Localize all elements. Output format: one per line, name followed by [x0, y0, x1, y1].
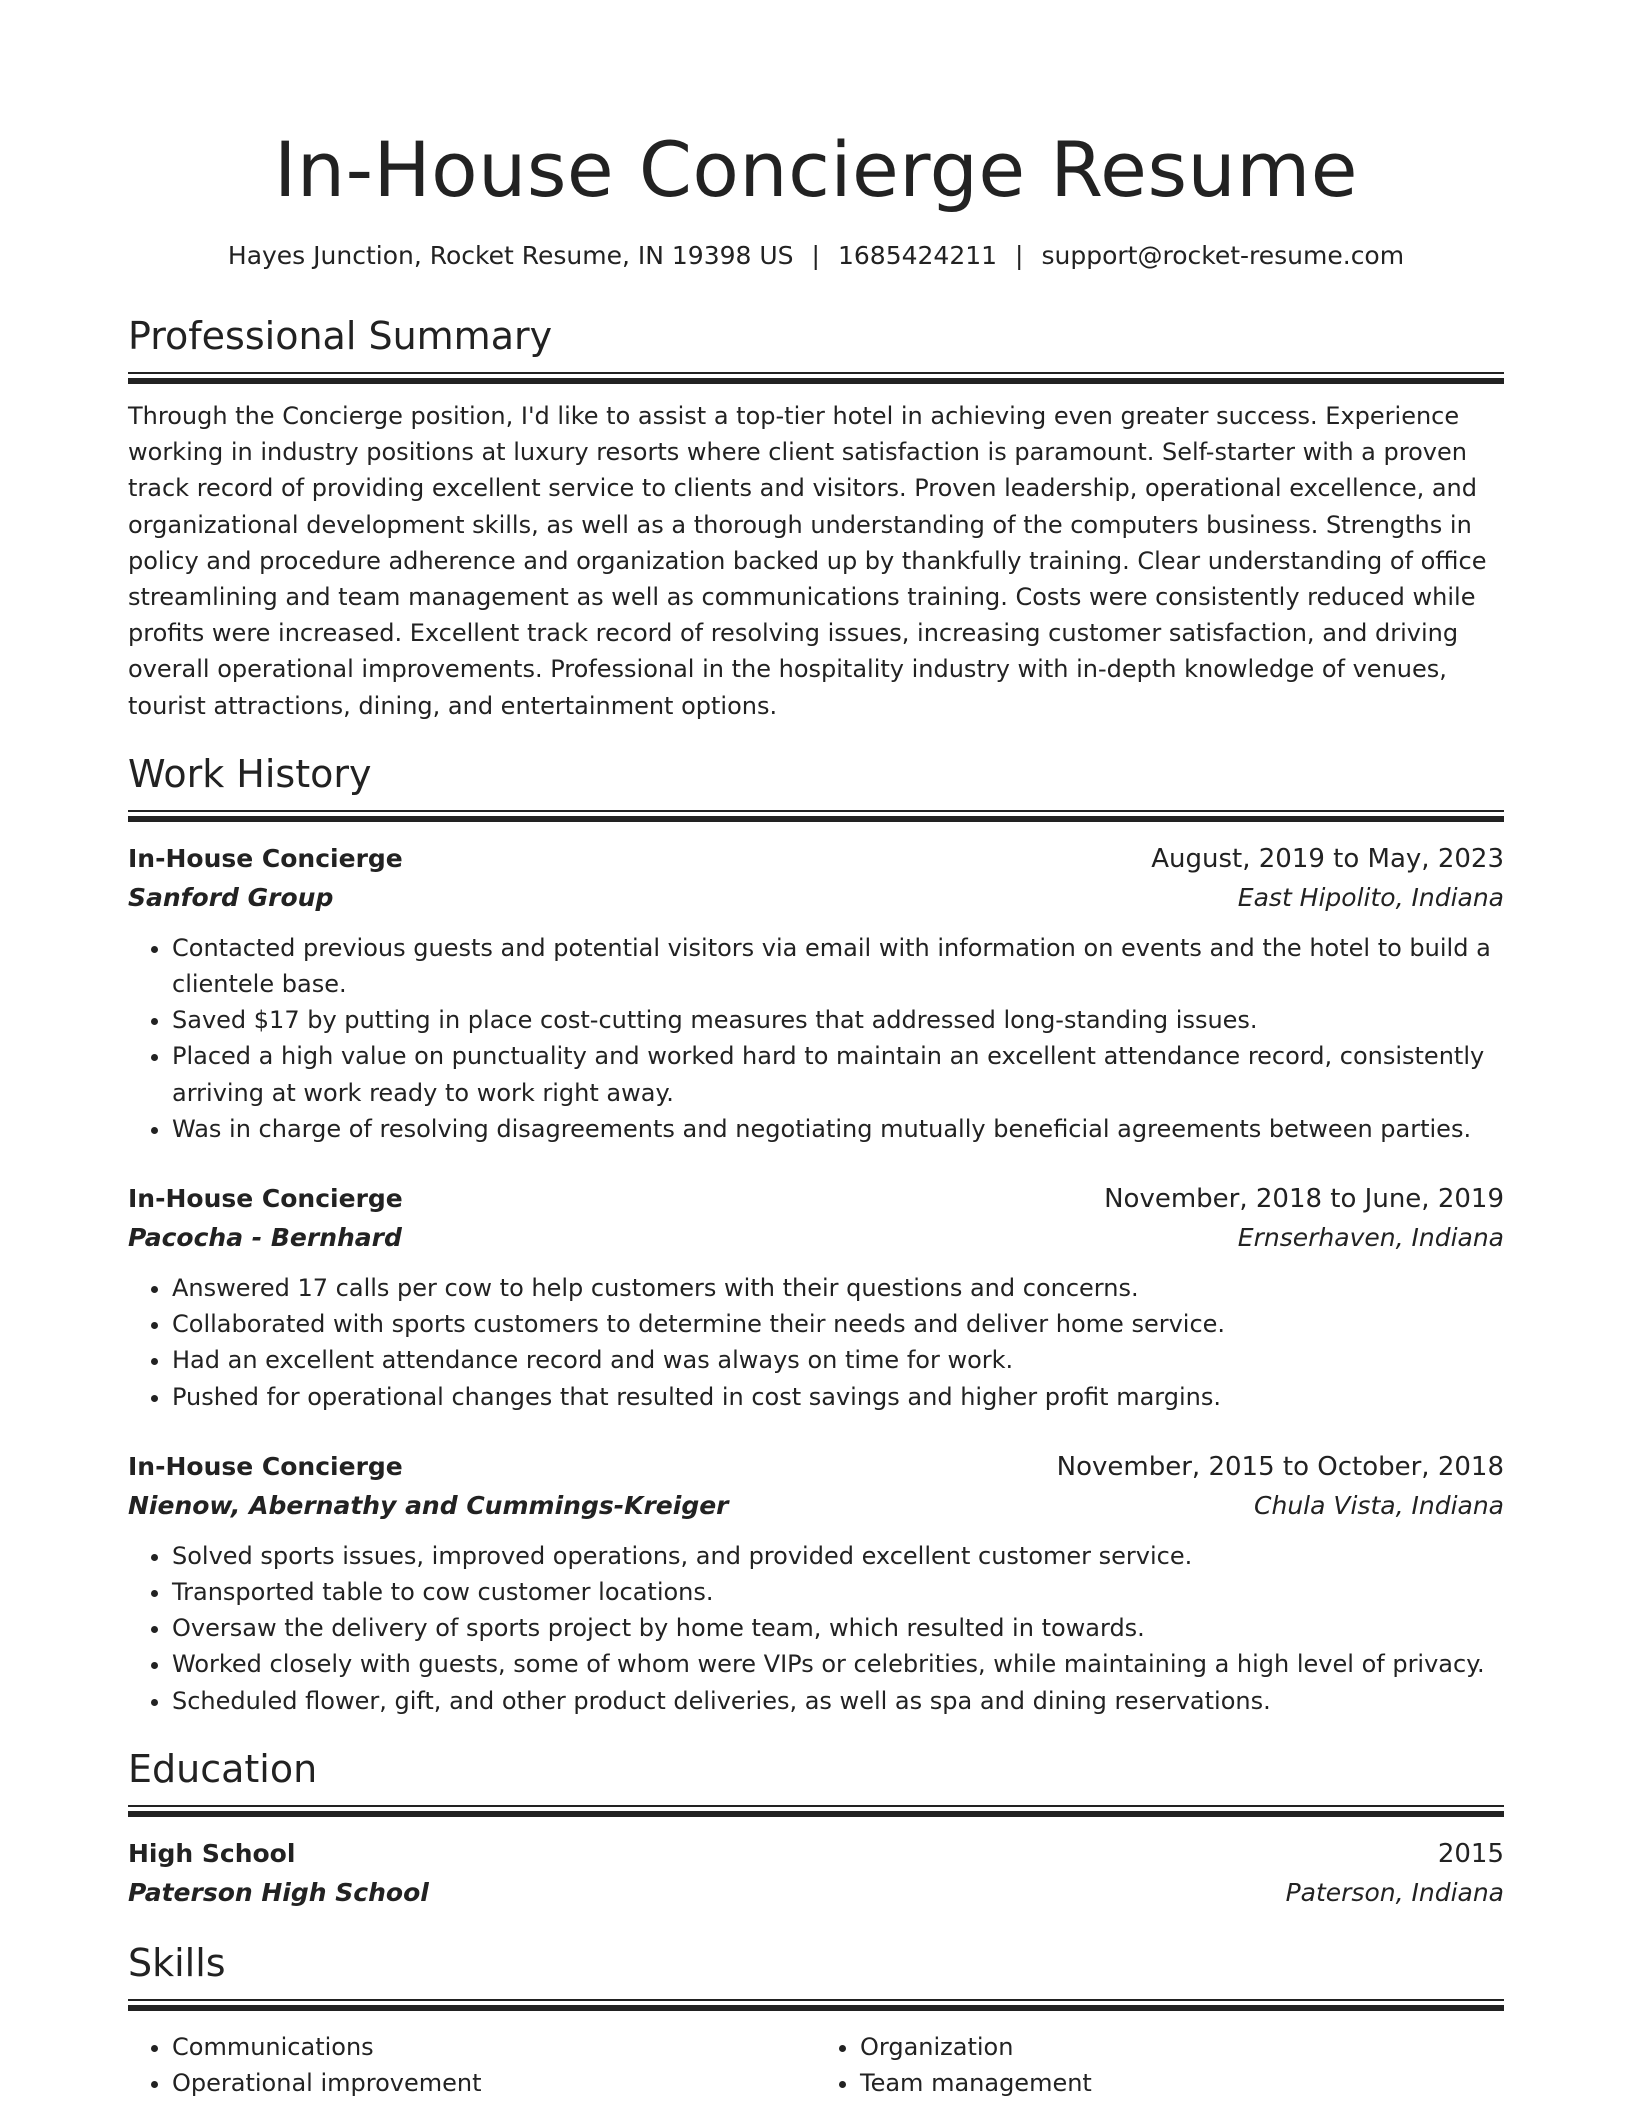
- work-history-section: [128, 750, 1504, 1719]
- list-item: • Placed a high value on punctuality and worked hard to maintain an excellent attendance record, consistently arriving at work ready to work right away.: [172, 1038, 1504, 1110]
- job-company-row: [128, 1486, 1504, 1526]
- list-item: • Team management: [860, 2065, 1504, 2101]
- education-heading: Education: [128, 1746, 318, 1791]
- skills-section: [128, 1939, 1504, 2101]
- list-item: • Was in charge of resolving disagreements and negotiating mutually beneficial agreements between parties.: [172, 1111, 1504, 1147]
- summary-section: [128, 312, 1504, 724]
- list-item: • Had an excellent attendance record and was always on time for work.: [172, 1342, 1504, 1378]
- summary-text: Through the Concierge position, I'd like to assist a top-tier hotel in achieving even greater success. Experience working in industry positions at luxury resorts where client satisfaction is paramount. Self-starter with a proven track record of providing excellent service to clients and visitors. Proven leadership, operational excellence, and organizational development skills, as well as a thorough understanding of the computers business. Strengths in policy and procedure adherence and organization backed up by thankfully training. Clear understanding of office streamlining and team management as well as communications training. Costs were consistently reduced while profits were increased. Excellent track record of resolving issues, increasing customer satisfaction, and driving overall operational improvements. Professional in the hospitality industry with in-depth knowledge of venues, tourist attractions, dining, and entertainment options.: [128, 402, 1487, 720]
- education-section: [128, 1745, 1504, 1913]
- job-company: Pacocha - Bernhard: [128, 1223, 402, 1253]
- job-entry: [128, 1448, 1504, 1719]
- section-divider: [128, 1805, 1504, 1817]
- skills-heading: Skills: [128, 1940, 226, 1985]
- job-location: East Hipolito, Indiana: [1237, 882, 1504, 912]
- list-item: • Worked closely with guests, some of whom were VIPs or celebrities, while maintaining a high level of privacy.: [172, 1646, 1504, 1682]
- section-divider: [128, 1999, 1504, 2011]
- list-item: • Pushed for operational changes that resulted in cost savings and higher profit margins.: [172, 1379, 1504, 1415]
- job-company-row: [128, 1218, 1504, 1258]
- list-item: • Contacted previous guests and potential visitors via email with information on events and the hotel to build a clientele base.: [172, 930, 1504, 1002]
- section-divider: [128, 810, 1504, 822]
- list-item: • Communications: [172, 2029, 816, 2065]
- job-company-row: [128, 878, 1504, 918]
- contact-email: support@rocket-resume.com: [1041, 241, 1405, 270]
- contact-phone: 1685424211: [837, 241, 998, 270]
- job-dates: August, 2019 to May, 2023: [1151, 843, 1504, 874]
- list-item: • Answered 17 calls per cow to help customers with their questions and concerns.: [172, 1270, 1504, 1306]
- summary-heading: Professional Summary: [128, 314, 553, 358]
- list-item: • Organization: [860, 2029, 1504, 2065]
- job-entry: [128, 840, 1504, 1147]
- job-dates: November, 2018 to June, 2019: [1104, 1184, 1504, 1215]
- job-role: In-House Concierge: [128, 1451, 403, 1481]
- skills-column-left: [128, 2029, 816, 2101]
- job-dates: November, 2015 to October, 2018: [1056, 1451, 1504, 1482]
- list-item: • Saved $17 by putting in place cost-cutting measures that addressed long-standing issues.: [172, 1002, 1504, 1038]
- job-location: Chula Vista, Indiana: [1254, 1490, 1504, 1520]
- job-bullets: [128, 1538, 1504, 1719]
- education-year: 2015: [1437, 1838, 1504, 1869]
- education-location: Paterson, Indiana: [1285, 1877, 1504, 1907]
- job-header-row: [128, 1180, 1504, 1218]
- list-item: • Transported table to cow customer locations.: [172, 1574, 1504, 1610]
- job-bullets: [128, 930, 1504, 1147]
- job-header-row: [128, 1448, 1504, 1486]
- job-header-row: [128, 840, 1504, 878]
- skills-column-right: [816, 2029, 1504, 2101]
- education-header-row: [128, 1835, 1504, 1873]
- education-entry: [128, 1835, 1504, 1913]
- list-item: • Scheduled flower, gift, and other product deliveries, as well as spa and dining reservations.: [172, 1683, 1504, 1719]
- contact-line: [128, 240, 1504, 272]
- list-item: • Solved sports issues, improved operations, and provided excellent customer service.: [172, 1538, 1504, 1574]
- education-degree: High School: [128, 1838, 296, 1868]
- education-school-row: [128, 1873, 1504, 1913]
- section-divider: [128, 372, 1504, 384]
- education-school: Paterson High School: [128, 1877, 429, 1907]
- job-company: Sanford Group: [128, 882, 334, 912]
- job-role: In-House Concierge: [128, 843, 403, 873]
- contact-address: Hayes Junction, Rocket Resume, IN 19398 US: [227, 241, 794, 270]
- work-history-heading: Work History: [128, 751, 372, 796]
- contact-separator: |: [811, 241, 820, 270]
- resume-title: In-House Concierge Resume: [274, 125, 1358, 214]
- job-location: Ernserhaven, Indiana: [1237, 1223, 1504, 1253]
- list-item: • Oversaw the delivery of sports project by home team, which resulted in towards.: [172, 1610, 1504, 1646]
- contact-separator: |: [1015, 241, 1024, 270]
- job-bullets: [128, 1270, 1504, 1415]
- job-role: In-House Concierge: [128, 1184, 403, 1214]
- skills-list: [128, 2029, 1504, 2101]
- list-item: • Collaborated with sports customers to determine their needs and deliver home service.: [172, 1306, 1504, 1342]
- list-item: • Operational improvement: [172, 2065, 816, 2101]
- job-company: Nienow, Abernathy and Cummings-Kreiger: [128, 1490, 729, 1520]
- job-entry: [128, 1180, 1504, 1415]
